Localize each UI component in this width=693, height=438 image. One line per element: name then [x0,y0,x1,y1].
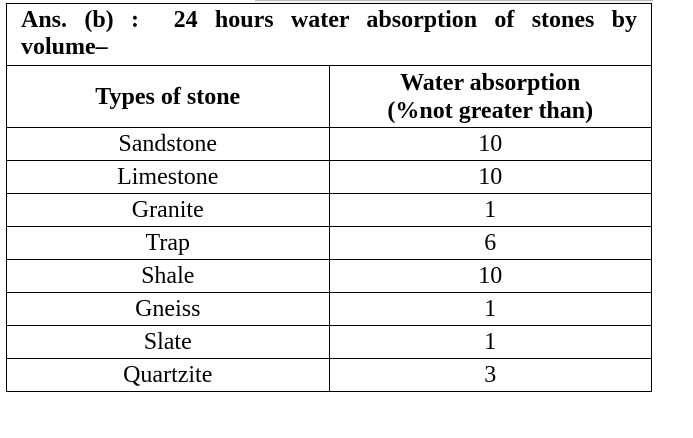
table-header-row [7,66,651,128]
stone-name-cell: Shale [7,260,329,293]
absorption-value-cell: 1 [329,326,651,359]
stone-name-cell: Gneiss [7,293,329,326]
stone-name-cell: Sandstone [7,128,329,161]
answer-heading [7,4,651,66]
absorption-value-cell: 3 [329,359,651,392]
stone-name-cell: Trap [7,227,329,260]
table-row [7,293,651,326]
table-row [7,260,651,293]
stone-name-cell: Slate [7,326,329,359]
answer-label: Ans. (b) : [21,7,139,33]
table-row [7,359,651,392]
absorption-value-cell: 10 [329,260,651,293]
absorption-value-cell: 1 [329,293,651,326]
absorption-value-cell: 10 [329,128,651,161]
absorption-value-cell: 1 [329,194,651,227]
absorption-value-cell: 10 [329,161,651,194]
stone-name-cell: Limestone [7,161,329,194]
stone-name-cell: Granite [7,194,329,227]
answer-text: 24 hours water absorption of stones by volume– [21,7,638,60]
stone-name-cell: Quartzite [7,359,329,392]
water-absorption-table [7,66,651,391]
header-water-absorption [329,66,651,128]
table-row [7,161,651,194]
table-row [7,194,651,227]
answer-box [6,3,652,392]
absorption-value-cell: 6 [329,227,651,260]
header-types-of-stone: Types of stone [7,66,329,128]
header-water-absorption-line1: Water absorption [400,69,581,96]
table-row [7,326,651,359]
table-row [7,128,651,161]
table-row [7,227,651,260]
header-water-absorption-line2: (%not greater than) [387,97,594,124]
